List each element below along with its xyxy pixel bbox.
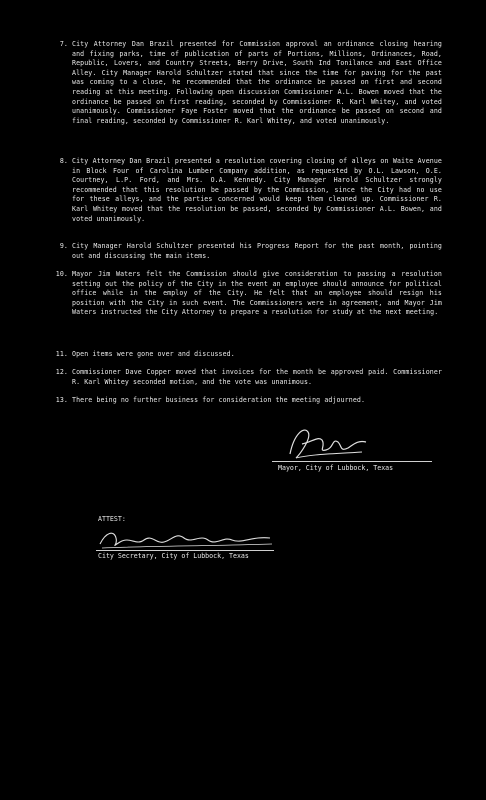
minutes-item-12 xyxy=(55,368,442,387)
minutes-item-7 xyxy=(59,40,442,126)
item-text: City Manager Harold Schultzer presented his Progress Report for the past month, pointing out and discussing the main items. xyxy=(72,242,442,260)
mayor-signature-block xyxy=(272,430,442,480)
item-number: 13. xyxy=(55,396,68,404)
item-number: 12. xyxy=(55,368,68,376)
minutes-item-10 xyxy=(55,270,442,318)
item-text: Commissioner Dave Copper moved that invoices for the month be approved paid. Commissioner R. Karl Whitey seconded motion, and the vote was unanimous. xyxy=(72,368,442,386)
item-text: City Attorney Dan Brazil presented for Commission approval an ordinance closing hearing and fixing parks, time of publication of parts of Portions, Millions, Ordinances, Road, Republic, Lovers, and Country Streets, Berry Drive, South Ind Tonilance and East Office Alley. City Manager Harold Schultzer stated that since the time for paving for the past was coming to a close, he recommended that the ordinance be passed on first and second reading at this meeting. Following open discussion Commissioner A.L. Bowen moved that the ordinance be passed on first reading, seconded by Commissioner R. Karl Whitey, and voted unanimously. Commissioner Faye Foster moved that the ordinance be passed on second and final reading, seconded by Commissioner R. Karl Whitey, and voted unanimously. xyxy=(72,40,442,125)
item-number: 10. xyxy=(55,270,68,278)
mayor-signature-icon xyxy=(282,424,372,464)
secretary-signature-icon xyxy=(96,526,276,552)
secretary-caption: City Secretary, City of Lubbock, Texas xyxy=(98,552,249,560)
item-text: There being no further business for consideration the meeting adjourned. xyxy=(72,396,366,404)
item-number: 8. xyxy=(59,157,68,165)
signature-caption: Mayor, City of Lubbock, Texas xyxy=(278,464,394,472)
item-text: Mayor Jim Waters felt the Commission should give consideration to passing a resolution setting out the policy of the City in the event an employee should announce for political office while in the employ of the City. He felt that an employee should resign his position with the City in such event. The Commissioners were in agreement, and Mayor Jim Waters instructed the City Attorney to prepare a resolution for study at the next meeting. xyxy=(72,270,442,317)
item-number: 7. xyxy=(59,40,68,48)
minutes-item-13 xyxy=(55,396,442,406)
attest-label: ATTEST: xyxy=(98,515,126,523)
item-text: City Attorney Dan Brazil presented a resolution covering closing of alleys on Waite Avenue in Block Four of Carolina Lumber Company addition, as requested by O.L. Lawson, O.E. Courtney, L.P. Ford, and Mrs. O.A. Kennedy. City Manager Harold Schultzer strongly recommended that this resolution be passed by the Commission, since the City had no use for these alleys, and the parties concerned would keep them cleaned up. Commissioner R. Karl Whitey moved that the resolution be passed, seconded by Commissioner A.L. Bowen, and voted unanimously. xyxy=(72,157,442,223)
item-number: 11. xyxy=(55,350,68,358)
minutes-item-8 xyxy=(59,157,442,224)
signature-line xyxy=(272,461,432,462)
secretary-signature-block xyxy=(96,530,286,570)
signature-line xyxy=(96,550,274,551)
minutes-item-11 xyxy=(55,350,442,360)
item-number: 9. xyxy=(59,242,68,250)
item-text: Open items were gone over and discussed. xyxy=(72,350,235,358)
minutes-item-9 xyxy=(59,242,442,261)
